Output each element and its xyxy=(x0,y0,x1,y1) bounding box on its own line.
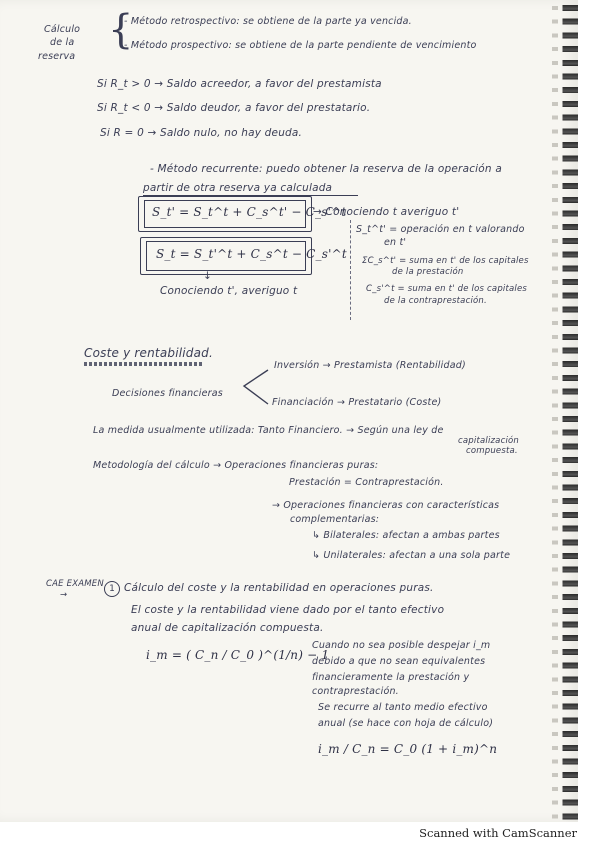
financiacion-text: Financiación → Prestatario (Coste) xyxy=(272,397,442,408)
formula-1-note: → Conociendo t averiguo t' xyxy=(313,206,460,218)
cuando-text-2: debido a que no sean equivalentes xyxy=(312,656,486,667)
formula-im: i_m = ( C_n / C_0 )^(1/n) − 1 xyxy=(146,648,330,662)
cuando-text-4: contraprestación. xyxy=(312,686,399,697)
item-number-badge: 1 xyxy=(104,581,120,597)
si-positivo-text: Si R_t > 0 → Saldo acreedor, a favor del prestamista xyxy=(97,78,382,90)
medida-text-c: compuesta. xyxy=(466,446,518,456)
coste-title: Coste y rentabilidad. xyxy=(84,346,213,360)
el-coste-text: El coste y la rentabilidad viene dado por el tanto efectivo xyxy=(131,604,445,616)
formula-1: S_t' = S_t^t + C_s^t' − C_s'^t xyxy=(152,205,347,219)
anual-text: anual de capitalización compuesta. xyxy=(131,622,324,634)
si-nulo-text: Si R = 0 → Saldo nulo, no hay deuda. xyxy=(100,127,303,139)
note-c2b: de la contraprestación. xyxy=(384,296,487,306)
retrospectivo-text: - Método retrospectivo: se obtiene de la parte ya vencida. xyxy=(124,16,412,27)
cuando-text-1: Cuando no sea posible despejar i_m xyxy=(312,640,491,651)
arrow-down-icon: ↓ xyxy=(203,270,212,282)
formula-2: S_t = S_t'^t + C_s^t − C_s'^t xyxy=(156,247,347,261)
cae-examen-arrow: → xyxy=(60,590,68,600)
coste-title-underline xyxy=(84,362,204,366)
medida-text-b: capitalización xyxy=(458,436,519,446)
recurrente-text-1: - Método recurrente: puedo obtener la reserva de la operación a xyxy=(150,163,502,175)
prestacion-text: Prestación = Contraprestación. xyxy=(289,477,444,488)
metodologia-text: Metodología del cálculo → Operaciones financieras puras: xyxy=(93,460,379,471)
medida-text: La medida usualmente utilizada: Tanto Financiero. → Según una ley de xyxy=(93,425,444,436)
decisiones-text: Decisiones financieras xyxy=(112,388,223,399)
unilaterales-text: ↳ Unilaterales: afectan a una sola parte xyxy=(312,550,511,561)
note-c2: C_s'^t = suma en t' de los capitales xyxy=(366,284,528,294)
note-c1: ΣC_s^t' = suma en t' de los capitales xyxy=(362,256,529,266)
op-caracteristicas-text: → Operaciones financieras con características xyxy=(272,500,500,511)
calculo-label-line1: Cálculo xyxy=(44,24,81,35)
bilaterales-text: ↳ Bilaterales: afectan a ambas partes xyxy=(312,530,500,541)
note-s-1: S_t^t' = operación en t valorando xyxy=(356,224,525,235)
cuando-text-3: financieramente la prestación y xyxy=(312,672,470,683)
recurre-text-2: anual (se hace con hoja de cálculo) xyxy=(318,718,494,729)
inversion-text: Inversión → Prestamista (Rentabilidad) xyxy=(274,360,466,371)
recurre-text-1: Se recurre al tanto medio efectivo xyxy=(318,702,488,713)
cae-examen-label: CAE EXAMEN xyxy=(46,579,104,589)
op-caracteristicas-text-b: complementarias: xyxy=(290,514,380,525)
si-negativo-text: Si R_t < 0 → Saldo deudor, a favor del prestatario. xyxy=(97,102,371,114)
spiral-binding xyxy=(544,0,578,822)
prospectivo-text: - Método prospectivo: se obtiene de la parte pendiente de vencimiento xyxy=(124,40,477,51)
note-s-2: en t' xyxy=(384,237,407,248)
curly-brace-icon: { xyxy=(108,7,134,53)
side-divider xyxy=(350,220,351,320)
conociendo-text: Conociendo t', averiguo t xyxy=(160,285,298,297)
recurrente-text-2: partir de otra reserva ya calculada xyxy=(143,182,333,194)
calculo-coste-text: Cálculo del coste y la rentabilidad en operaciones puras. xyxy=(124,582,434,594)
calculo-label-line2: de la xyxy=(50,37,75,48)
calculo-label-line3: reserva xyxy=(38,51,76,62)
note-c1b: de la prestación xyxy=(392,267,464,277)
scanner-watermark: Scanned with CamScanner xyxy=(419,826,577,840)
formula-final: i_m / C_n = C_0 (1 + i_m)^n xyxy=(318,742,498,756)
